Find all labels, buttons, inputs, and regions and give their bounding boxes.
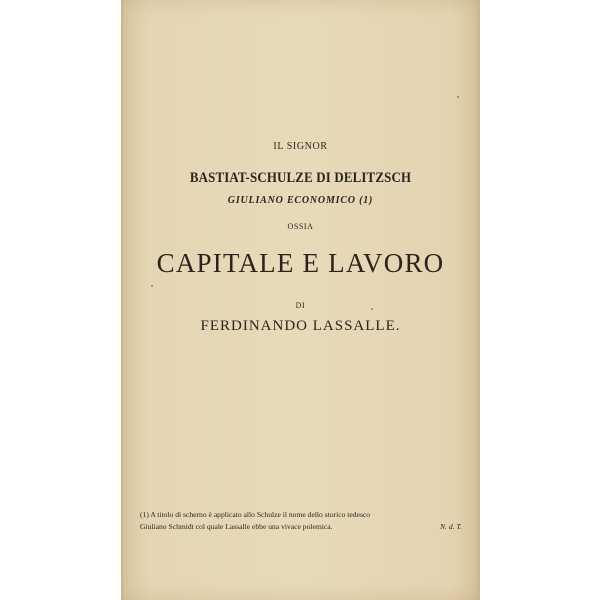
connector-word: OSSIA [287, 222, 314, 231]
by-word: DI [295, 301, 306, 310]
book-page [121, 0, 480, 600]
paper-speck [371, 308, 373, 310]
footnote-line-1: (1) A titolo di scherno è applicato allo Schulze il nome dello storico tedesco [140, 510, 371, 519]
footnote-signature: N. d. T. [439, 522, 462, 531]
footnote-line-2-text: Giuliano Schmidt col quale Lassalle ebbe una vivace polemica. [140, 522, 333, 531]
author-name: FERDINANDO LASSALLE. [200, 318, 401, 334]
subject-heading: BASTIAT-SCHULZE DI DELITZSCH [189, 170, 412, 186]
footnote [140, 509, 462, 533]
paper-speck [151, 285, 153, 287]
page-edge-right [478, 0, 480, 600]
pre-title: IL SIGNOR [273, 141, 328, 152]
epithet-subtitle: GIULIANO ECONOMICO (1) [227, 195, 374, 206]
footnote-line-2 [140, 521, 462, 533]
page-edge-left [121, 0, 123, 600]
paper-speck [457, 96, 459, 98]
main-title: CAPITALE E LAVORO [156, 248, 445, 278]
